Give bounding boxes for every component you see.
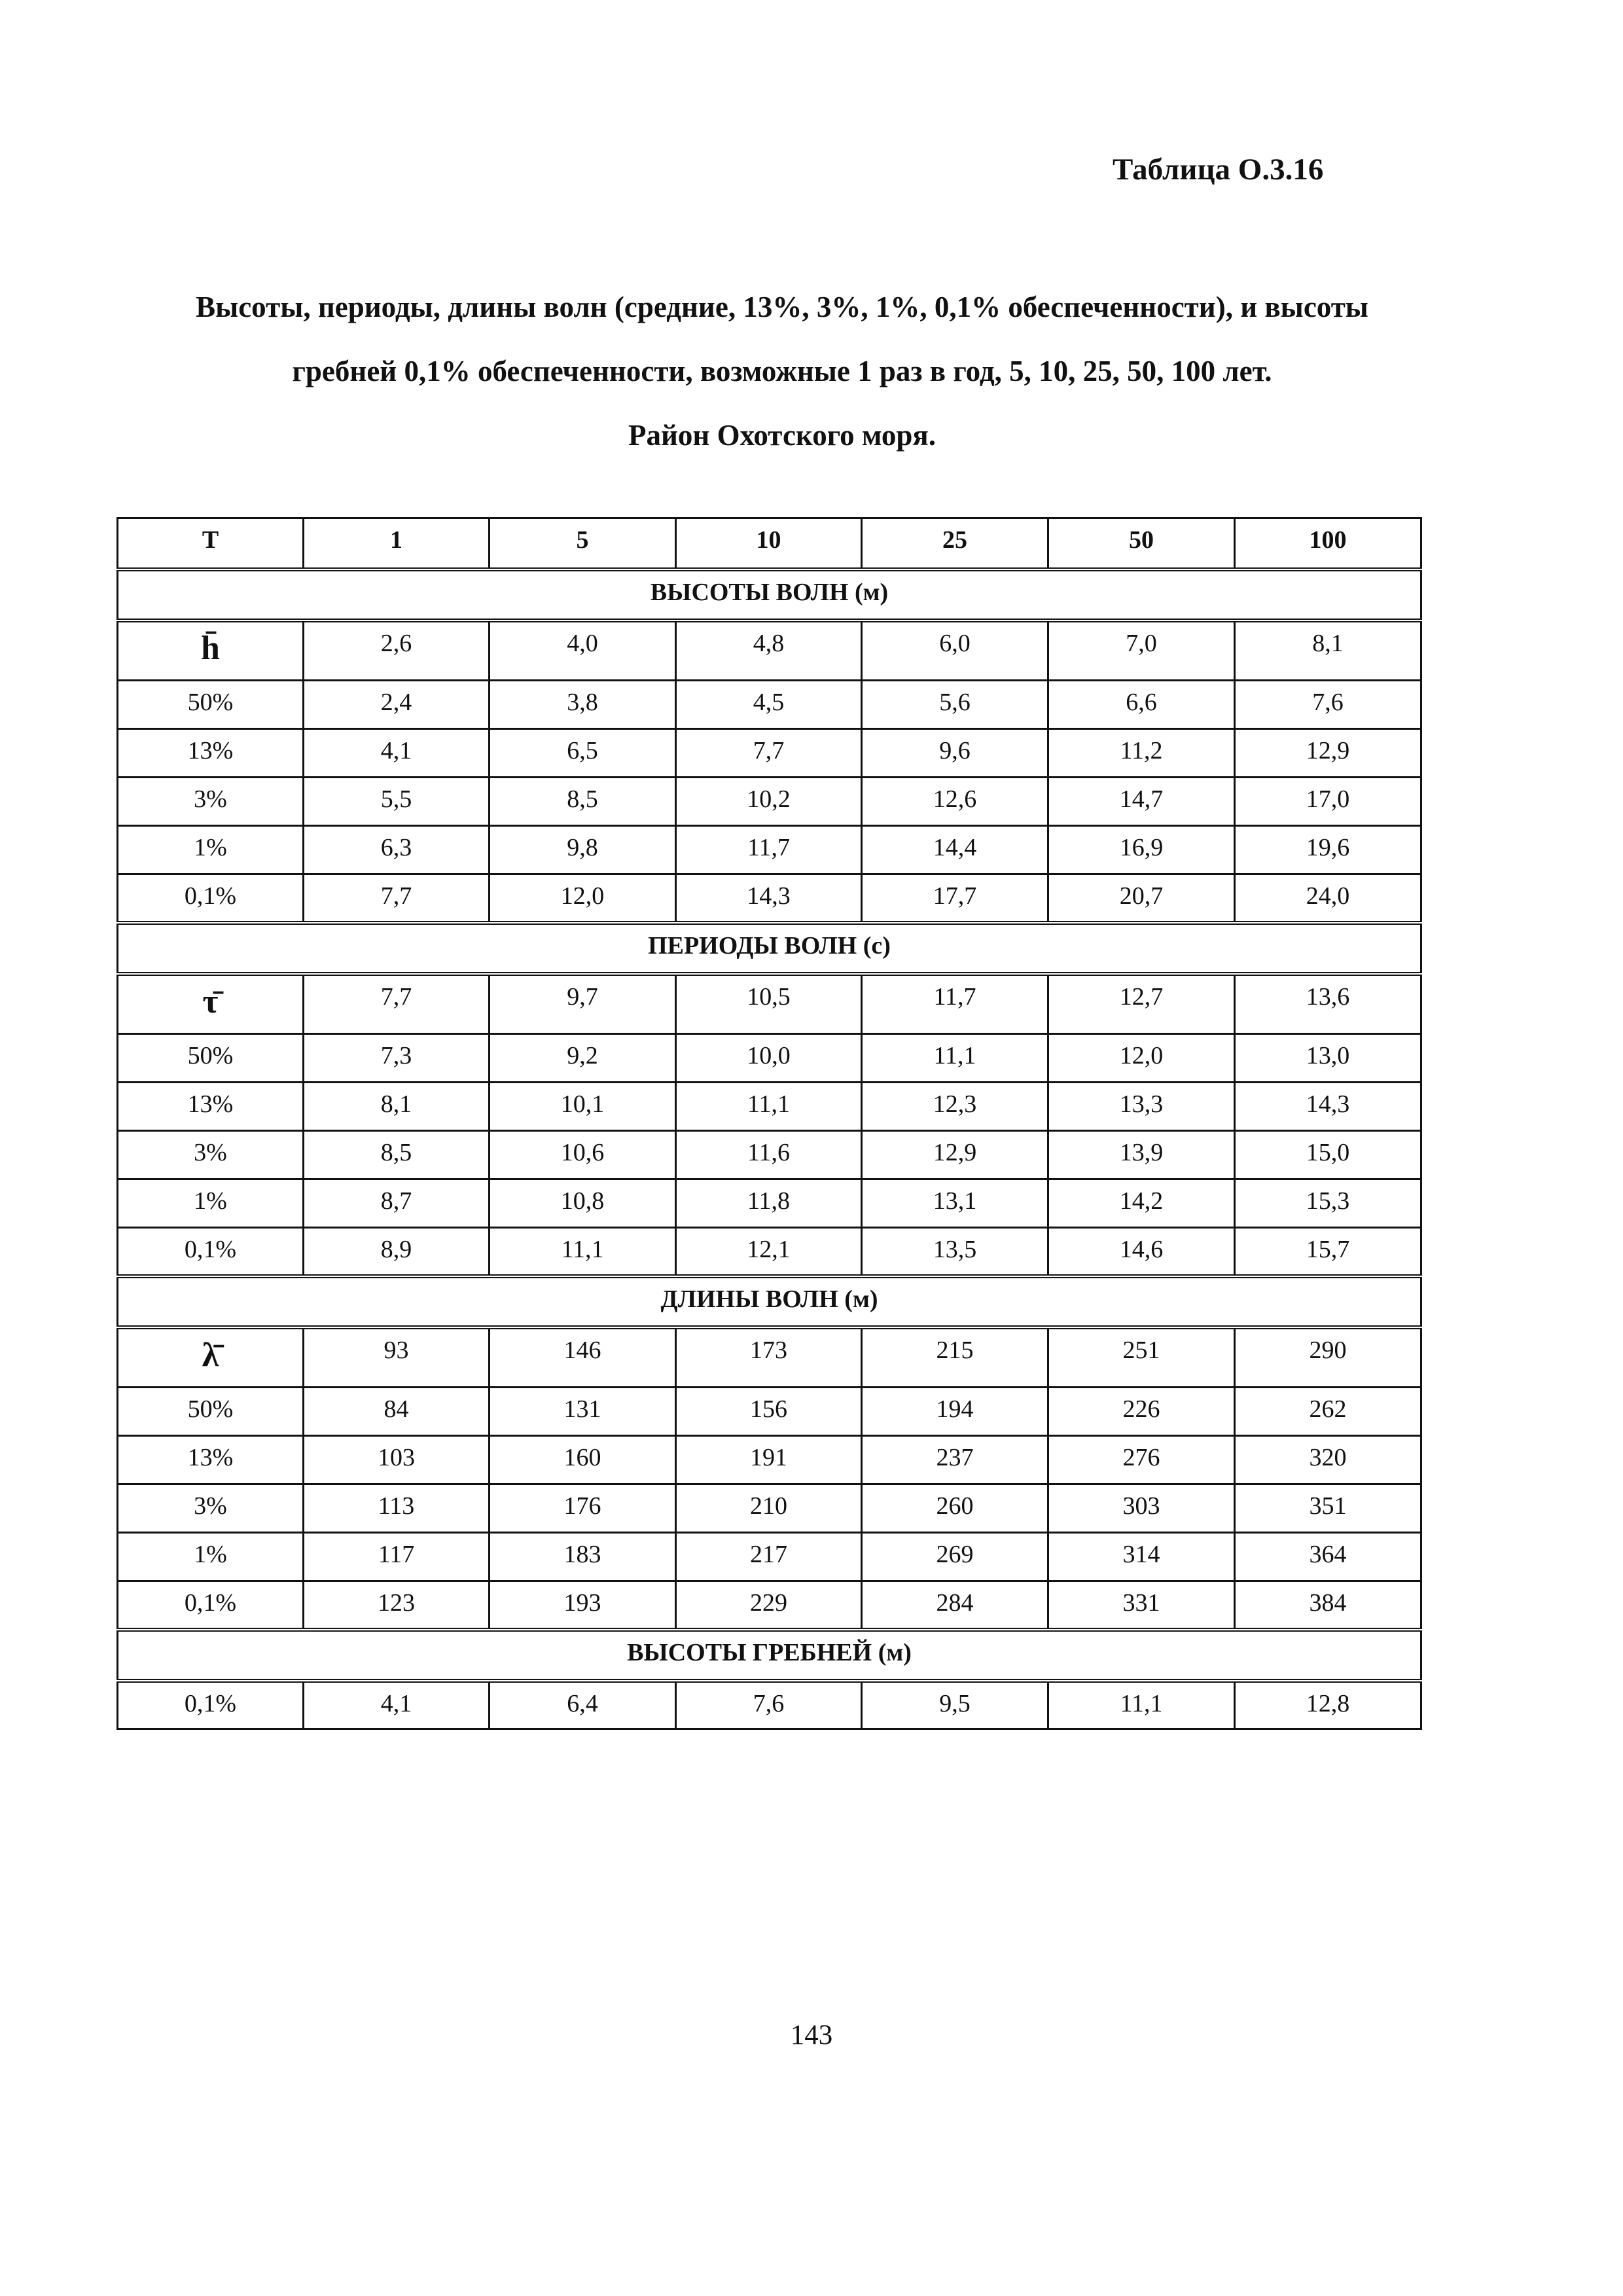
header-cell: T	[118, 518, 304, 569]
cell: 4,1	[304, 729, 490, 778]
cell: 7,7	[304, 974, 490, 1034]
cell: 6,0	[862, 620, 1048, 681]
cell: 146	[490, 1327, 676, 1388]
row-label: 50%	[118, 1388, 304, 1436]
cell: 8,5	[304, 1131, 490, 1179]
header-cell: 1	[304, 518, 490, 569]
cell: 24,0	[1235, 874, 1421, 923]
cell: 7,7	[304, 874, 490, 923]
cell: 11,2	[1048, 729, 1235, 778]
cell: 11,1	[490, 1228, 676, 1276]
cell: 13,0	[1235, 1034, 1421, 1083]
table-row	[118, 778, 1421, 826]
row-label: 3%	[118, 1131, 304, 1179]
cell: 7,3	[304, 1034, 490, 1083]
cell: 7,6	[676, 1681, 862, 1729]
cell: 4,8	[676, 620, 862, 681]
cell: 15,3	[1235, 1179, 1421, 1228]
cell: 113	[304, 1484, 490, 1533]
cell: 20,7	[1048, 874, 1235, 923]
cell: 251	[1048, 1327, 1235, 1388]
mean-row	[118, 1327, 1421, 1388]
cell: 2,4	[304, 681, 490, 729]
cell: 331	[1048, 1581, 1235, 1630]
section-title: ДЛИНЫ ВОЛН (м)	[118, 1276, 1421, 1327]
cell: 14,2	[1048, 1179, 1235, 1228]
row-label: 3%	[118, 778, 304, 826]
table-row	[118, 874, 1421, 923]
cell: 13,3	[1048, 1083, 1235, 1131]
cell: 11,1	[1048, 1681, 1235, 1729]
section-title: ПЕРИОДЫ ВОЛН (с)	[118, 923, 1421, 974]
cell: 13,9	[1048, 1131, 1235, 1179]
cell: 8,5	[490, 778, 676, 826]
cell: 226	[1048, 1388, 1235, 1436]
cell: 9,7	[490, 974, 676, 1034]
cell: 8,1	[1235, 620, 1421, 681]
cell: 84	[304, 1388, 490, 1436]
cell: 10,1	[490, 1083, 676, 1131]
cell: 11,7	[676, 826, 862, 874]
page-number: 143	[790, 2020, 833, 2051]
cell: 14,3	[1235, 1083, 1421, 1131]
cell: 260	[862, 1484, 1048, 1533]
cell: 131	[490, 1388, 676, 1436]
row-label: 3%	[118, 1484, 304, 1533]
cell: 15,0	[1235, 1131, 1421, 1179]
cell: 14,3	[676, 874, 862, 923]
cell: 4,0	[490, 620, 676, 681]
header-cell: 50	[1048, 518, 1235, 569]
cell: 193	[490, 1581, 676, 1630]
table-row	[118, 1484, 1421, 1533]
cell: 93	[304, 1327, 490, 1388]
cell: 12,9	[1235, 729, 1421, 778]
cell: 276	[1048, 1436, 1235, 1484]
row-label: 1%	[118, 826, 304, 874]
cell: 284	[862, 1581, 1048, 1630]
cell: 17,7	[862, 874, 1048, 923]
cell: 117	[304, 1533, 490, 1581]
title-line-3: Район Охотского моря.	[628, 419, 936, 452]
cell: 4,5	[676, 681, 862, 729]
table-row	[118, 1034, 1421, 1083]
cell: 12,1	[676, 1228, 862, 1276]
header-cell: 100	[1235, 518, 1421, 569]
section-title: ВЫСОТЫ ВОЛН (м)	[118, 569, 1421, 620]
row-label: 50%	[118, 681, 304, 729]
cell: 4,1	[304, 1681, 490, 1729]
row-label: 1%	[118, 1533, 304, 1581]
cell: 194	[862, 1388, 1048, 1436]
cell: 10,6	[490, 1131, 676, 1179]
cell: 2,6	[304, 620, 490, 681]
cell: 8,9	[304, 1228, 490, 1276]
cell: 303	[1048, 1484, 1235, 1533]
cell: 5,6	[862, 681, 1048, 729]
cell: 11,7	[862, 974, 1048, 1034]
cell: 12,0	[1048, 1034, 1235, 1083]
cell: 12,7	[1048, 974, 1235, 1034]
cell: 17,0	[1235, 778, 1421, 826]
title-line-1: Высоты, периоды, длины волн (средние, 13%, 3%, 1%, 0,1% обеспеченности), и высоты	[196, 291, 1368, 323]
row-label: 13%	[118, 1436, 304, 1484]
cell: 191	[676, 1436, 862, 1484]
cell: 210	[676, 1484, 862, 1533]
header-cell: 5	[490, 518, 676, 569]
cell: 8,1	[304, 1083, 490, 1131]
cell: 183	[490, 1533, 676, 1581]
cell: 229	[676, 1581, 862, 1630]
cell: 14,7	[1048, 778, 1235, 826]
cell: 384	[1235, 1581, 1421, 1630]
cell: 16,9	[1048, 826, 1235, 874]
table-row	[118, 1179, 1421, 1228]
row-label: 0,1%	[118, 1581, 304, 1630]
section-heights-row	[118, 569, 1421, 620]
row-label: 0,1%	[118, 1681, 304, 1729]
cell: 3,8	[490, 681, 676, 729]
table-row	[118, 826, 1421, 874]
cell: 7,6	[1235, 681, 1421, 729]
cell: 12,0	[490, 874, 676, 923]
cell: 6,5	[490, 729, 676, 778]
header-cell: 25	[862, 518, 1048, 569]
cell: 123	[304, 1581, 490, 1630]
cell: 215	[862, 1327, 1048, 1388]
cell: 262	[1235, 1388, 1421, 1436]
cell: 237	[862, 1436, 1048, 1484]
cell: 5,5	[304, 778, 490, 826]
cell: 14,6	[1048, 1228, 1235, 1276]
cell: 351	[1235, 1484, 1421, 1533]
cell: 9,6	[862, 729, 1048, 778]
cell: 290	[1235, 1327, 1421, 1388]
cell: 314	[1048, 1533, 1235, 1581]
cell: 11,1	[862, 1034, 1048, 1083]
cell: 13,6	[1235, 974, 1421, 1034]
cell: 8,7	[304, 1179, 490, 1228]
cell: 10,5	[676, 974, 862, 1034]
cell: 15,7	[1235, 1228, 1421, 1276]
cell: 103	[304, 1436, 490, 1484]
table-row	[118, 1581, 1421, 1630]
table-label: Таблица О.3.16	[1113, 152, 1324, 187]
section-periods-row	[118, 923, 1421, 974]
table-row	[118, 1436, 1421, 1484]
cell: 11,6	[676, 1131, 862, 1179]
table-row	[118, 729, 1421, 778]
table-row	[118, 1083, 1421, 1131]
table-row	[118, 1533, 1421, 1581]
table-row	[118, 1228, 1421, 1276]
table-row	[118, 681, 1421, 729]
cell: 6,4	[490, 1681, 676, 1729]
cell: 12,3	[862, 1083, 1048, 1131]
mean-row	[118, 974, 1421, 1034]
cell: 13,1	[862, 1179, 1048, 1228]
table-row	[118, 1131, 1421, 1179]
row-label: 50%	[118, 1034, 304, 1083]
row-label: λ̄	[118, 1327, 304, 1388]
cell: 9,5	[862, 1681, 1048, 1729]
cell: 11,8	[676, 1179, 862, 1228]
table-row	[118, 1681, 1421, 1729]
table-title	[118, 275, 1446, 467]
cell: 13,5	[862, 1228, 1048, 1276]
cell: 156	[676, 1388, 862, 1436]
cell: 7,0	[1048, 620, 1235, 681]
row-label: τ̄	[118, 974, 304, 1034]
cell: 269	[862, 1533, 1048, 1581]
cell: 10,8	[490, 1179, 676, 1228]
cell: 217	[676, 1533, 862, 1581]
section-crests-row	[118, 1630, 1421, 1681]
cell: 173	[676, 1327, 862, 1388]
cell: 160	[490, 1436, 676, 1484]
cell: 12,8	[1235, 1681, 1421, 1729]
cell: 7,7	[676, 729, 862, 778]
row-label: h̄	[118, 620, 304, 681]
row-label: 0,1%	[118, 1228, 304, 1276]
cell: 6,3	[304, 826, 490, 874]
cell: 6,6	[1048, 681, 1235, 729]
mean-row	[118, 620, 1421, 681]
table-row	[118, 1388, 1421, 1436]
wave-table	[116, 517, 1422, 1730]
cell: 320	[1235, 1436, 1421, 1484]
cell: 9,8	[490, 826, 676, 874]
cell: 19,6	[1235, 826, 1421, 874]
row-label: 13%	[118, 1083, 304, 1131]
cell: 176	[490, 1484, 676, 1533]
section-lengths-row	[118, 1276, 1421, 1327]
cell: 10,0	[676, 1034, 862, 1083]
cell: 9,2	[490, 1034, 676, 1083]
cell: 14,4	[862, 826, 1048, 874]
cell: 10,2	[676, 778, 862, 826]
row-label: 0,1%	[118, 874, 304, 923]
section-title: ВЫСОТЫ ГРЕБНЕЙ (м)	[118, 1630, 1421, 1681]
header-row	[118, 518, 1421, 569]
cell: 12,9	[862, 1131, 1048, 1179]
row-label: 13%	[118, 729, 304, 778]
cell: 12,6	[862, 778, 1048, 826]
header-cell: 10	[676, 518, 862, 569]
row-label: 1%	[118, 1179, 304, 1228]
cell: 364	[1235, 1533, 1421, 1581]
cell: 11,1	[676, 1083, 862, 1131]
title-line-2: гребней 0,1% обеспеченности, возможные 1 раз в год, 5, 10, 25, 50, 100 лет.	[292, 355, 1272, 387]
